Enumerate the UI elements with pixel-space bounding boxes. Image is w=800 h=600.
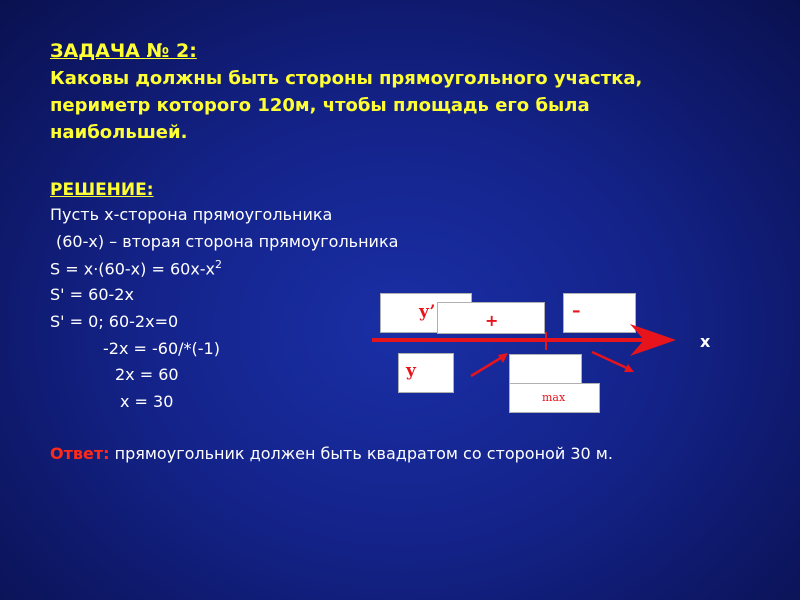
solution-line-8: х = 30 bbox=[120, 392, 174, 411]
area-formula-exponent: 2 bbox=[215, 258, 223, 271]
increasing-arrow bbox=[471, 356, 504, 376]
solution-line-4: S' = 60-2х bbox=[50, 285, 134, 304]
x-axis-label: x bbox=[700, 332, 711, 351]
task-line-1: Каковы должны быть стороны прямоугольного участка, bbox=[50, 68, 643, 89]
plus-sign: + bbox=[485, 311, 499, 330]
y-label: y bbox=[406, 361, 416, 381]
solution-heading: РЕШЕНИЕ: bbox=[50, 180, 154, 200]
decreasing-arrow bbox=[592, 352, 629, 369]
max-label: max bbox=[542, 391, 566, 404]
yprime-label: y’ bbox=[419, 302, 436, 322]
answer-label: Ответ: bbox=[50, 444, 110, 463]
solution-line-7: 2х = 60 bbox=[115, 365, 179, 384]
minus-sign: – bbox=[572, 301, 581, 321]
solution-line-6: -2х = -60/*(-1) bbox=[103, 339, 220, 358]
task-line-2: периметр которого 120м, чтобы площадь его была bbox=[50, 95, 590, 116]
solution-line-2: (60-х) – вторая сторона прямоугольника bbox=[56, 232, 399, 251]
answer-line bbox=[50, 444, 613, 463]
solution-line-5: S' = 0; 60-2х=0 bbox=[50, 312, 179, 331]
answer-text: прямоугольник должен быть квадратом со стороной 30 м. bbox=[109, 444, 613, 463]
area-formula: S = х·(60-х) = 60х-х bbox=[50, 259, 216, 279]
task-title: ЗАДАЧА № 2: bbox=[50, 40, 197, 62]
task-line-3: наибольшей. bbox=[50, 122, 188, 143]
solution-line-1: Пусть х-сторона прямоугольника bbox=[50, 205, 333, 224]
